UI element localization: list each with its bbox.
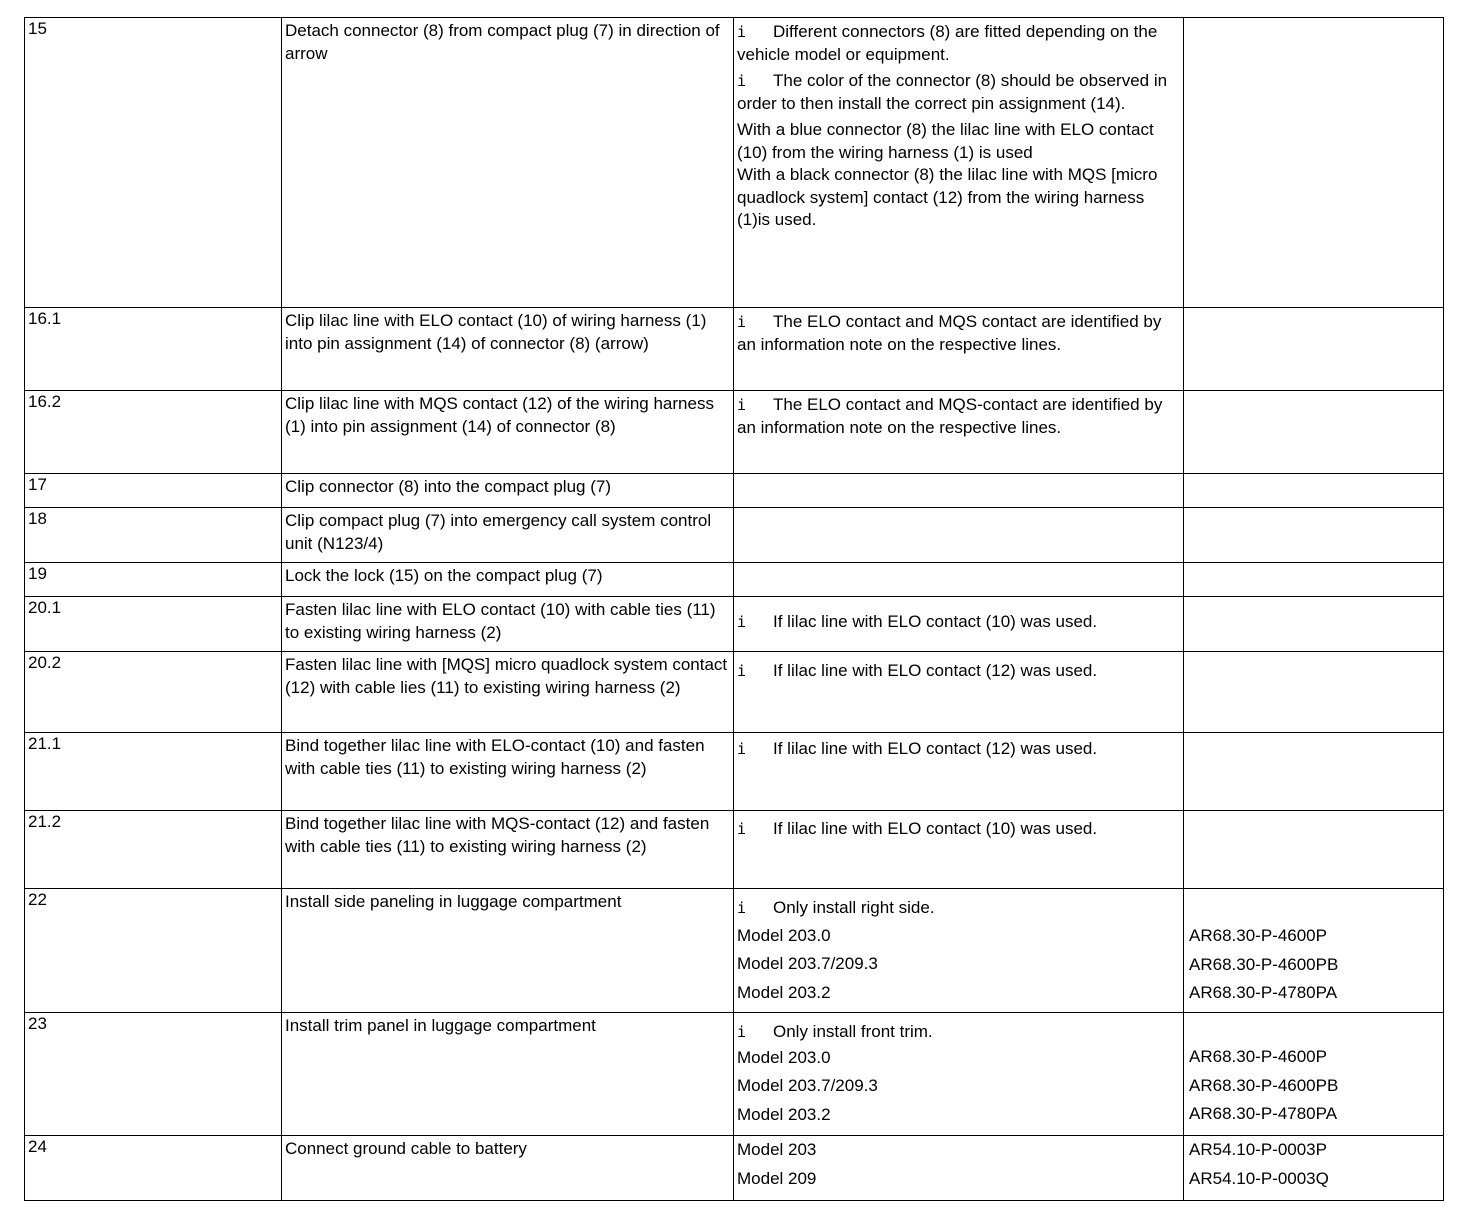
model-label: Model 203.7/209.3 [737,1076,878,1095]
info-icon: i [737,662,747,680]
step-number: 16.2 [25,391,282,474]
info-note: i The color of the connector (8) should be observed in order to then install the correct pin assignment (14). [737,71,1168,113]
step-number: 18 [25,508,282,563]
step-notes [734,1136,1184,1201]
step-notes [734,889,1184,1013]
step-notes [734,733,1184,811]
procedure-table [24,17,1444,1201]
model-list [737,922,1180,1008]
table-row [25,18,1444,308]
step-action: Bind together lilac line with MQS-contact (12) and fasten with cable ties (11) to existing wiring harness (2) [282,811,734,889]
model-label: Model 209 [737,1168,817,1188]
info-icon: i [737,1023,747,1041]
document-link[interactable]: AR68.30-P-4600PB [1189,954,1339,974]
model-label: Model 203 [737,1140,817,1159]
step-action: Connect ground cable to battery [282,1136,734,1201]
info-note: i If lilac line with ELO contact (12) was used. [737,660,1180,683]
step-action: Fasten lilac line with [MQS] micro quadlock system contact (12) with cable lies (11) to existing wiring harness (2) [282,652,734,733]
info-note: i If lilac line with ELO contact (10) was used. [737,818,1180,841]
info-note: i Only install right side. [737,897,1180,920]
table-row [25,811,1444,889]
table-row [25,652,1444,733]
step-action: Detach connector (8) from compact plug (7) in direction of arrow [282,18,734,308]
step-reference [1184,597,1444,652]
step-reference [1184,308,1444,391]
model-label: Model 203.2 [737,1104,831,1124]
table-row [25,889,1444,1013]
info-icon: i [737,72,747,90]
info-icon: i [737,23,747,41]
step-reference [1184,508,1444,563]
model-label: Model 203.7/209.3 [737,954,878,973]
document-link[interactable]: AR68.30-P-4780PA [1189,1104,1338,1123]
step-reference [1184,652,1444,733]
model-label: Model 203.0 [737,925,831,945]
step-reference [1184,563,1444,597]
document-link[interactable]: AR68.30-P-4600P [1189,926,1327,945]
info-note: i The ELO contact and MQS-contact are identified by an information note on the respective lines. [737,395,1163,437]
document-link[interactable]: AR68.30-P-4780PA [1189,983,1338,1002]
step-number: 20.2 [25,652,282,733]
step-reference [1184,1013,1444,1136]
step-action: Install side paneling in luggage compartment [282,889,734,1013]
document-link[interactable]: AR54.10-P-0003P [1189,1140,1327,1159]
step-number: 24 [25,1136,282,1201]
model-label: Model 203.0 [737,1047,831,1067]
note-paragraph: With a blue connector (8) the lilac line with ELO contact (10) from the wiring harness (1) is used [737,120,1154,162]
info-icon: i [737,313,747,331]
step-number: 16.1 [25,308,282,391]
step-number: 19 [25,563,282,597]
step-notes [734,597,1184,652]
info-note: i The ELO contact and MQS contact are identified by an information note on the respective lines. [737,312,1162,354]
step-action: Lock the lock (15) on the compact plug (7) [282,563,734,597]
model-list [737,1044,1180,1130]
step-reference [1184,733,1444,811]
info-note: i If lilac line with ELO contact (10) was used. [737,611,1180,634]
info-note: i Only install front trim. [737,1021,1180,1044]
step-action: Clip connector (8) into the compact plug (7) [282,474,734,508]
step-notes [734,811,1184,889]
step-reference [1184,18,1444,308]
step-reference [1184,391,1444,474]
step-number: 20.1 [25,597,282,652]
table-row [25,563,1444,597]
step-number: 17 [25,474,282,508]
table-row [25,474,1444,508]
table-row [25,1136,1444,1201]
step-action: Clip compact plug (7) into emergency call system control unit (N123/4) [282,508,734,563]
info-note: i If lilac line with ELO contact (12) was used. [737,738,1180,761]
step-number: 15 [25,18,282,308]
info-icon: i [737,612,747,631]
step-action: Clip lilac line with MQS contact (12) of the wiring harness (1) into pin assignment (14) of connector (8) [282,391,734,474]
step-reference [1184,811,1444,889]
model-label: Model 203.2 [737,982,831,1002]
step-action: Fasten lilac line with ELO contact (10) with cable ties (11) to existing wiring harness (2) [282,597,734,652]
info-icon: i [737,899,747,917]
step-reference [1184,1136,1444,1201]
step-action: Bind together lilac line with ELO-contact (10) and fasten with cable ties (11) to existing wiring harness (2) [282,733,734,811]
info-icon: i [737,396,747,414]
step-notes [734,18,1184,308]
table-row [25,733,1444,811]
step-notes [734,308,1184,391]
table-row [25,308,1444,391]
document-link[interactable]: AR68.30-P-4600P [1189,1047,1327,1066]
step-notes [734,508,1184,563]
step-reference [1184,889,1444,1013]
step-notes [734,391,1184,474]
table-row [25,1013,1444,1136]
document-link[interactable]: AR68.30-P-4600PB [1189,1075,1339,1095]
note-paragraph: With a black connector (8) the lilac line with MQS [micro quadlock system] contact (12) from the wiring harness (1)is used. [737,165,1158,229]
step-number: 23 [25,1013,282,1136]
table-row [25,508,1444,563]
step-action: Install trim panel in luggage compartment [282,1013,734,1136]
step-action: Clip lilac line with ELO contact (10) of wiring harness (1) into pin assignment (14) of connector (8) (arrow) [282,308,734,391]
step-number: 21.1 [25,733,282,811]
step-number: 21.2 [25,811,282,889]
step-notes [734,652,1184,733]
step-reference [1184,474,1444,508]
step-notes [734,563,1184,597]
table-row [25,597,1444,652]
step-notes [734,474,1184,508]
step-number: 22 [25,889,282,1013]
step-notes [734,1013,1184,1136]
model-list [737,1136,1180,1193]
document-link[interactable]: AR54.10-P-0003Q [1189,1168,1329,1188]
table-row [25,391,1444,474]
info-note: i Different connectors (8) are fitted depending on the vehicle model or equipment. [737,22,1158,64]
info-icon: i [737,740,747,758]
info-icon: i [737,820,747,838]
